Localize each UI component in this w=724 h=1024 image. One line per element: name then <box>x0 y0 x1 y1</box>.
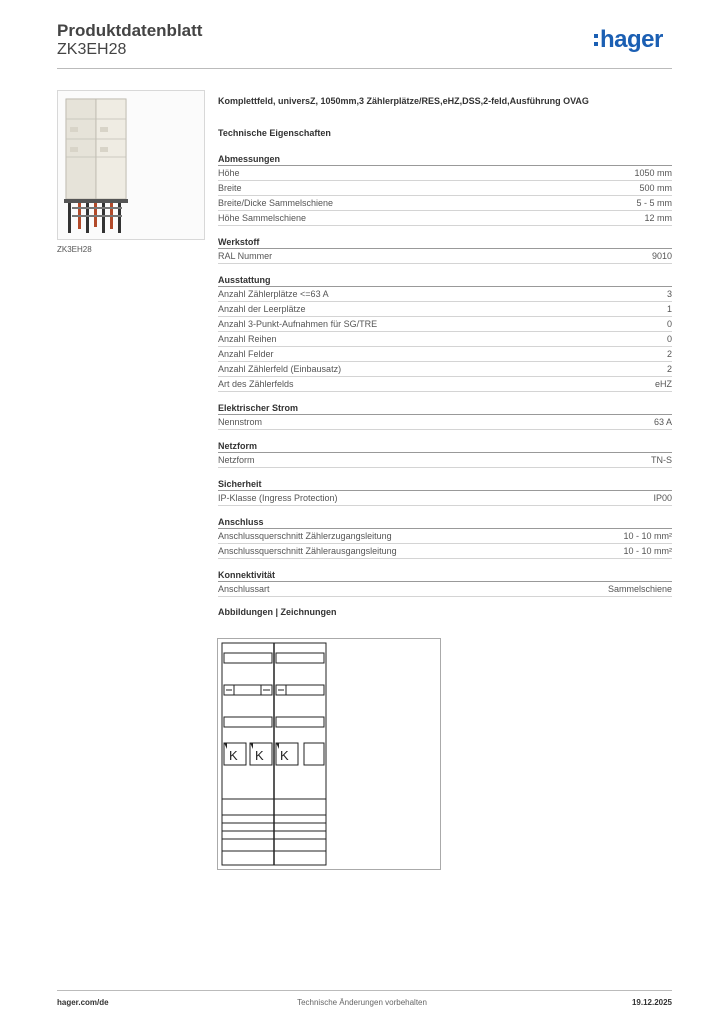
property-row <box>218 249 672 264</box>
meter-label-1: K <box>229 748 238 763</box>
footer-divider <box>57 990 672 991</box>
property-row <box>218 347 672 362</box>
property-value: eHZ <box>654 379 672 389</box>
property-label: Anschlussart <box>218 584 270 594</box>
properties-section <box>218 478 672 506</box>
section-title: Ausstattung <box>218 274 672 287</box>
property-label: Anzahl Zählerfeld (Einbausatz) <box>218 364 342 374</box>
product-photo <box>57 90 205 240</box>
section-title: Sicherheit <box>218 478 672 491</box>
property-value: 2 <box>666 349 672 359</box>
property-row <box>218 181 672 196</box>
meter-label-3: K <box>280 748 289 763</box>
property-label: Anschlussquerschnitt Zählerzugangsleitung <box>218 531 392 541</box>
property-row <box>218 415 672 430</box>
property-row <box>218 332 672 347</box>
property-row <box>218 196 672 211</box>
property-label: RAL Nummer <box>218 251 273 261</box>
property-row <box>218 166 672 181</box>
property-row <box>218 302 672 317</box>
product-details <box>218 96 672 621</box>
property-value: 10 - 10 mm² <box>623 546 672 556</box>
property-value: 0 <box>666 319 672 329</box>
properties-section <box>218 153 672 226</box>
photo-caption: ZK3EH28 <box>57 245 92 254</box>
property-value: 5 - 5 mm <box>636 198 672 208</box>
properties-sections <box>218 153 672 597</box>
property-label: Breite/Dicke Sammelschiene <box>218 198 334 208</box>
footer-website-link[interactable]: hager.com/de <box>57 998 109 1007</box>
property-label: Nennstrom <box>218 417 263 427</box>
property-value: 0 <box>666 334 672 344</box>
meter-label-2: K <box>255 748 264 763</box>
property-label: Anzahl Zählerplätze <=63 A <box>218 289 329 299</box>
drawing-svg <box>218 639 440 869</box>
section-title: Werkstoff <box>218 236 672 249</box>
property-value: 1 <box>666 304 672 314</box>
section-title: Konnektivität <box>218 569 672 582</box>
section-title: Elektrischer Strom <box>218 402 672 415</box>
property-value: Sammelschiene <box>607 584 672 594</box>
page-title: Produktdatenblatt <box>57 21 203 40</box>
property-label: Art des Zählerfelds <box>218 379 294 389</box>
property-value: 12 mm <box>644 213 672 223</box>
property-row <box>218 544 672 559</box>
property-label: Breite <box>218 183 242 193</box>
tech-properties-heading: Technische Eigenschaften <box>218 128 331 138</box>
property-row <box>218 491 672 506</box>
property-row <box>218 211 672 226</box>
footer-disclaimer: Technische Änderungen vorbehalten <box>297 998 427 1007</box>
property-row <box>218 582 672 597</box>
property-row <box>218 287 672 302</box>
property-value: 1050 mm <box>634 168 672 178</box>
property-value: IP00 <box>653 493 672 503</box>
hager-logo <box>594 28 674 58</box>
property-label: Anzahl Felder <box>218 349 274 359</box>
properties-section <box>218 569 672 597</box>
property-row <box>218 362 672 377</box>
header-divider <box>57 68 672 69</box>
properties-section <box>218 402 672 430</box>
property-label: Anzahl 3-Punkt-Aufnahmen für SG/TRE <box>218 319 378 329</box>
property-label: Anzahl Reihen <box>218 334 277 344</box>
property-label: Netzform <box>218 455 255 465</box>
property-value: 500 mm <box>639 183 672 193</box>
property-row <box>218 529 672 544</box>
properties-section <box>218 440 672 468</box>
product-code: ZK3EH28 <box>57 41 127 58</box>
property-label: Anschlussquerschnitt Zählerausgangsleitung <box>218 546 397 556</box>
section-title: Anschluss <box>218 516 672 529</box>
property-row <box>218 453 672 468</box>
logo-colon-icon <box>594 34 598 50</box>
footer-date: 19.12.2025 <box>631 998 672 1007</box>
property-label: Anzahl der Leerplätze <box>218 304 306 314</box>
property-row <box>218 377 672 392</box>
property-value: TN-S <box>651 455 672 465</box>
technical-drawing <box>217 638 441 870</box>
product-description: Komplettfeld, universZ, 1050mm,3 Zählerplätze/RES,eHZ,DSS,2-feld,Ausführung OVAG <box>218 96 589 106</box>
property-label: Höhe <box>218 168 240 178</box>
section-title: Abmessungen <box>218 153 672 166</box>
property-value: 3 <box>666 289 672 299</box>
property-value: 2 <box>666 364 672 374</box>
logo-text: hager <box>600 26 663 53</box>
property-label: IP-Klasse (Ingress Protection) <box>218 493 338 503</box>
property-value: 9010 <box>651 251 672 261</box>
property-label: Höhe Sammelschiene <box>218 213 307 223</box>
property-value: 10 - 10 mm² <box>623 531 672 541</box>
property-row <box>218 317 672 332</box>
property-value: 63 A <box>653 417 672 427</box>
section-title: Netzform <box>218 440 672 453</box>
properties-section <box>218 274 672 392</box>
properties-section <box>218 236 672 264</box>
properties-section <box>218 516 672 559</box>
drawings-heading: Abbildungen | Zeichnungen <box>218 607 337 617</box>
